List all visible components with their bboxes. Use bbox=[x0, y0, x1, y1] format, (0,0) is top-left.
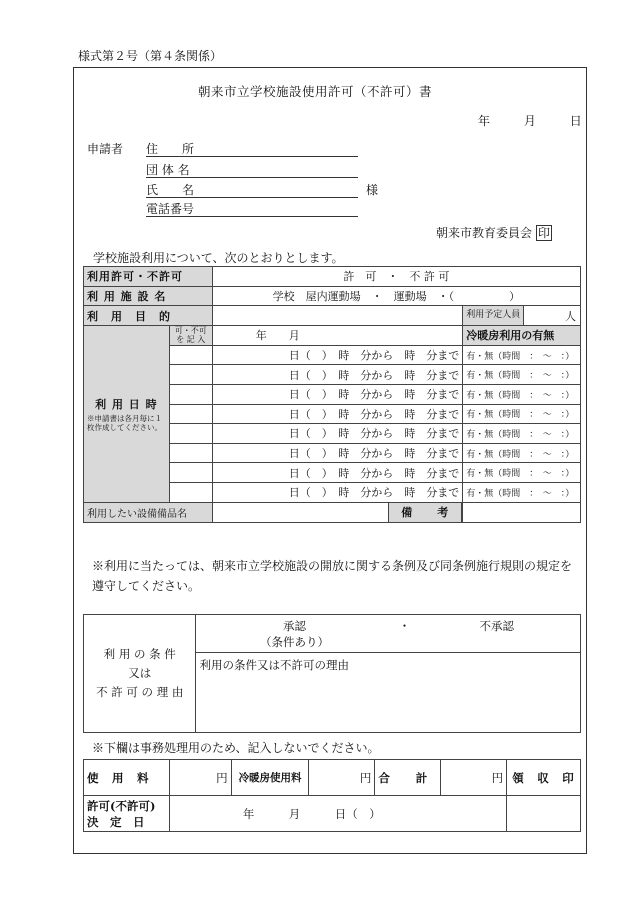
check-cell-6[interactable] bbox=[169, 443, 212, 463]
group-label: 団 体 名 bbox=[146, 163, 190, 177]
decision-date-field[interactable] bbox=[169, 796, 506, 832]
receipt-seal-field[interactable] bbox=[507, 796, 581, 832]
aircon-row-5[interactable]: 有・無（時間 ： ～ ：） bbox=[463, 424, 581, 444]
aircon-fee-label: 冷暖房使用料 bbox=[231, 760, 309, 796]
year-month-cell[interactable] bbox=[212, 326, 462, 346]
address-label: 住 所 bbox=[146, 142, 195, 156]
check-cell-5[interactable] bbox=[169, 424, 212, 444]
aircon-fee-yen[interactable]: 円 bbox=[309, 760, 375, 796]
remarks-label: 備 考 bbox=[388, 503, 462, 522]
conditions-label-cell bbox=[84, 615, 196, 733]
aircon-row-1[interactable]: 有・無（時間 ： ～ ：） bbox=[463, 345, 581, 365]
applicant-phone-field[interactable] bbox=[146, 200, 358, 217]
decision-label-2: 決 定 日 bbox=[87, 814, 145, 829]
applicant-group-field[interactable] bbox=[146, 161, 358, 178]
date-note: ※申請書は各月毎に１枚作成してください。 bbox=[87, 413, 162, 432]
date-row-4[interactable]: 日（ ） 時 分から 時 分まで bbox=[212, 404, 462, 424]
aircon-row-3[interactable]: 有・無（時間 ： ～ ：） bbox=[463, 384, 581, 404]
date-year: 年 bbox=[478, 114, 491, 128]
honorific: 様 bbox=[366, 183, 379, 197]
seal-mark: 印 bbox=[538, 226, 551, 240]
total-label: 合 計 bbox=[375, 760, 441, 796]
equipment-field[interactable] bbox=[212, 502, 462, 522]
approve-option: 承認 bbox=[282, 618, 306, 633]
purpose-label: 利 用 目 的 bbox=[84, 306, 213, 326]
check-cell-4[interactable] bbox=[169, 404, 212, 424]
reason-label: 利用の条件又は不許可の理由 bbox=[199, 658, 349, 673]
year-month: 年 月 bbox=[255, 329, 300, 343]
conditions-table bbox=[83, 614, 581, 733]
date-row-1[interactable]: 日（ ） 時 分から 時 分まで bbox=[212, 345, 462, 365]
decision-label-1: 許可(不許可) bbox=[87, 798, 156, 813]
fee-label: 使 用 料 bbox=[84, 760, 170, 796]
remarks-field[interactable] bbox=[463, 502, 581, 522]
office-table bbox=[83, 759, 581, 832]
rule-note: ※利用に当たっては、朝来市立学校施設の開放に関する条例及び同条例施行規則の規定を遵守してください。 bbox=[92, 559, 573, 593]
permit-label: 利用許可・不許可 bbox=[84, 267, 213, 287]
date-row-3[interactable]: 日（ ） 時 分から 時 分まで bbox=[212, 384, 462, 404]
aircon-row-7[interactable]: 有・無（時間 ： ～ ：） bbox=[463, 463, 581, 483]
equipment-label: 利用したい設備備品名 bbox=[84, 502, 213, 522]
conditions-label-2: 又は bbox=[128, 666, 152, 680]
date-label-cell bbox=[84, 326, 170, 502]
issuer bbox=[436, 224, 552, 241]
applicant-label: 申請者 bbox=[87, 142, 124, 156]
date-row-6[interactable]: 日（ ） 時 分から 時 分まで bbox=[212, 443, 462, 463]
date-month: 月 bbox=[523, 114, 536, 128]
document-title: 朝来市立学校施設使用許可（不許可）書 bbox=[197, 84, 432, 99]
date-row-2[interactable]: 日（ ） 時 分から 時 分まで bbox=[212, 365, 462, 385]
check-cell-8[interactable] bbox=[169, 482, 212, 502]
applicant-address-field[interactable] bbox=[146, 140, 358, 157]
usage-table bbox=[83, 266, 581, 523]
disapprove-option: 不承認 bbox=[479, 618, 514, 633]
issuer-name: 朝来市教育委員会 bbox=[436, 226, 533, 240]
people-unit: 人 bbox=[565, 309, 576, 323]
intro-text: 学校施設利用について、次のとおりとします。 bbox=[93, 251, 344, 265]
check-cell-7[interactable] bbox=[169, 463, 212, 483]
name-label: 氏 名 bbox=[146, 183, 195, 197]
applicant-name-field[interactable] bbox=[146, 181, 358, 198]
office-note: ※下欄は事務処理用のため、記入しないでください。 bbox=[92, 741, 380, 755]
aircon-header: 冷暖房利用の有無 bbox=[463, 326, 581, 346]
date-row-7[interactable]: 日（ ） 時 分から 時 分まで bbox=[212, 463, 462, 483]
date-label: 利 用 日 時 bbox=[95, 397, 158, 411]
check-header: 可・不可を 記 入 bbox=[169, 326, 212, 346]
date-row-5[interactable]: 日（ ） 時 分から 時 分まで bbox=[212, 424, 462, 444]
issue-date bbox=[478, 112, 582, 129]
conditions-label-1: 利 用 の 条 件 bbox=[103, 647, 176, 661]
facility-label: 利 用 施 設 名 bbox=[84, 286, 213, 306]
reason-field[interactable] bbox=[196, 653, 581, 733]
facility-value[interactable]: 学校 屋内運動場 ・ 運動場 ・（ ） bbox=[212, 286, 580, 306]
receipt-label: 領 収 印 bbox=[507, 760, 581, 796]
separator-dot: ・ bbox=[398, 618, 411, 633]
equipment-input[interactable] bbox=[213, 503, 388, 522]
date-row-8[interactable]: 日（ ） 時 分から 時 分まで bbox=[212, 482, 462, 502]
aircon-row-4[interactable]: 有・無（時間 ： ～ ：） bbox=[463, 404, 581, 424]
date-day: 日 bbox=[569, 114, 582, 128]
conditions-label-3: 不 許 可 の 理 由 bbox=[96, 685, 184, 699]
check-cell-3[interactable] bbox=[169, 384, 212, 404]
phone-label: 電話番号 bbox=[146, 202, 195, 216]
decision-label-cell bbox=[84, 796, 170, 832]
permit-value[interactable]: 許 可 ・ 不 許 可 bbox=[212, 267, 580, 287]
decision-date: 年 月 日（ ） bbox=[242, 806, 381, 821]
aircon-row-6[interactable]: 有・無（時間 ： ～ ：） bbox=[463, 443, 581, 463]
check-cell-2[interactable] bbox=[169, 365, 212, 385]
form-number: 様式第２号（第４条関係） bbox=[78, 49, 223, 63]
expected-people-label: 利用予定人員 bbox=[463, 306, 524, 325]
check-cell-1[interactable] bbox=[169, 345, 212, 365]
aircon-row-2[interactable]: 有・無（時間 ： ～ ：） bbox=[463, 365, 581, 385]
expected-people-cell[interactable] bbox=[463, 306, 581, 326]
aircon-row-8[interactable]: 有・無（時間 ： ～ ：） bbox=[463, 482, 581, 502]
approve-sub: （条件あり） bbox=[259, 634, 329, 649]
fee-yen[interactable]: 円 bbox=[169, 760, 231, 796]
total-yen[interactable]: 円 bbox=[441, 760, 507, 796]
approval-choice[interactable] bbox=[196, 615, 581, 653]
purpose-field[interactable] bbox=[212, 306, 462, 326]
